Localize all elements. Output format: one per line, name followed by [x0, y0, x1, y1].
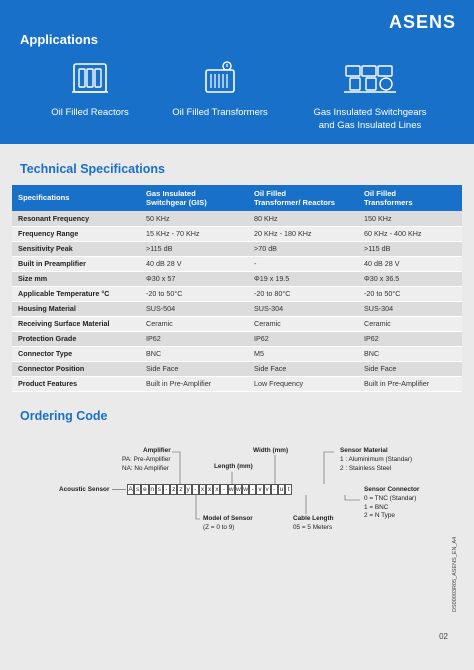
code-char-box: y — [186, 486, 190, 493]
length-label: Length (mm) — [214, 463, 253, 470]
specifications-table — [12, 185, 462, 392]
application-oil-filled-reactors — [40, 60, 140, 119]
spec-value-cell: 150 KHz — [358, 211, 462, 226]
spec-value-cell: 60 KHz - 400 KHz — [358, 226, 462, 241]
spec-value-cell: Side Face — [248, 361, 358, 376]
cable-length-label: Cable Length — [293, 515, 334, 522]
table-row — [12, 226, 462, 241]
code-char-box: x — [215, 486, 219, 493]
code-char-box: u — [279, 486, 284, 493]
table-row — [12, 211, 462, 226]
page-number: 02 — [439, 632, 448, 641]
spec-label-cell: Protection Grade — [12, 331, 140, 346]
code-char-box: - — [249, 484, 256, 495]
column-header: Oil Filled Transformer/ Reactors — [248, 185, 358, 211]
code-char-box: e — [143, 486, 147, 493]
spec-value-cell: -20 to 50°C — [358, 286, 462, 301]
code-char-box: - — [192, 484, 199, 495]
applications-banner — [0, 0, 474, 144]
brand-logo: ASENS — [388, 12, 456, 32]
spec-value-cell: 20 KHz - 180 KHz — [248, 226, 358, 241]
application-gas-insulated-switchgear — [305, 60, 435, 132]
code-char-box: w — [228, 486, 234, 493]
spec-value-cell: Φ30 x 36.5 — [358, 271, 462, 286]
spec-value-cell: -20 to 80°C — [248, 286, 358, 301]
model-of-sensor-range: (Z = 0 to 9) — [203, 524, 235, 531]
spec-value-cell: BNC — [140, 346, 248, 361]
spec-label-cell: Connector Type — [12, 346, 140, 361]
spec-value-cell: Φ19 x 19.5 — [248, 271, 358, 286]
code-char-box: n — [150, 486, 154, 493]
table-row — [12, 316, 462, 331]
spec-label-cell: Frequency Range — [12, 226, 140, 241]
document-code: DS00003R05_ASENS_EN_A4 — [452, 536, 458, 612]
table-header-row — [12, 185, 462, 211]
code-char-box: - — [271, 484, 278, 495]
code-char-box: z — [179, 486, 183, 493]
table-body — [12, 211, 462, 391]
code-char-box: x — [200, 486, 205, 493]
code-char-box: x — [208, 486, 212, 493]
table-row — [12, 241, 462, 256]
sensor-material-options: 1 : Aluminimum (Standar) 2 : Stainless Steel — [340, 456, 413, 472]
code-char-box: - — [220, 484, 227, 495]
reactor-icon — [70, 60, 110, 96]
technical-specifications-title: Technical Specifications — [20, 162, 165, 176]
spec-value-cell: 80 KHz — [248, 211, 358, 226]
code-char-box: w — [243, 486, 248, 493]
code-char-box: - — [163, 484, 170, 495]
code-char-box: t — [285, 484, 292, 495]
spec-label-cell: Resonant Frequency — [12, 211, 140, 226]
sensor-connector-options: 0 = TNC (Standar) 1 = BNC 2 = N Type — [364, 495, 417, 519]
spec-value-cell: 50 KHz — [140, 211, 248, 226]
column-header: Specifications — [12, 185, 140, 211]
table-row — [12, 346, 462, 361]
spec-value-cell: SUS-304 — [248, 301, 358, 316]
spec-value-cell: >115 dB — [140, 241, 248, 256]
cable-length-value: 05 = 5 Meters — [293, 524, 333, 531]
application-oil-filled-transformers — [165, 60, 275, 119]
sensor-connector-label: Sensor Connector — [364, 486, 420, 493]
table-row — [12, 376, 462, 391]
column-header: Oil Filled Transformers — [358, 185, 462, 211]
spec-value-cell: IP62 — [140, 331, 248, 346]
ordering-code-boxes — [127, 484, 292, 495]
table-row — [12, 331, 462, 346]
spec-label-cell: Sensitivity Peak — [12, 241, 140, 256]
width-label: Width (mm) — [253, 447, 289, 454]
spec-value-cell: -20 to 50°C — [140, 286, 248, 301]
spec-label-cell: Housing Material — [12, 301, 140, 316]
spec-label-cell: Product Features — [12, 376, 140, 391]
application-label: Gas Insulated Switchgears and Gas Insulated Lines — [313, 107, 427, 131]
spec-value-cell: Side Face — [140, 361, 248, 376]
amplifier-label: Amplifier — [143, 447, 171, 454]
spec-value-cell: >115 dB — [358, 241, 462, 256]
ordering-code-title: Ordering Code — [20, 409, 108, 423]
spec-value-cell: SUS-504 — [140, 301, 248, 316]
spec-value-cell: >70 dB — [248, 241, 358, 256]
spec-label-cell: Connector Position — [12, 361, 140, 376]
spec-value-cell: SUS-304 — [358, 301, 462, 316]
switchgear-icon — [342, 60, 398, 96]
spec-value-cell: Built in Pre-Amplifier — [358, 376, 462, 391]
column-header: Gas Insulated Switchgear (GIS) — [140, 185, 248, 211]
spec-value-cell: Built in Pre-Amplifier — [140, 376, 248, 391]
spec-value-cell: M5 — [248, 346, 358, 361]
spec-value-cell: - — [248, 256, 358, 271]
spec-value-cell: 40 dB 28 V — [140, 256, 248, 271]
application-label: Oil Filled Transformers — [172, 107, 268, 118]
spec-label-cell: Built in Preamplifier — [12, 256, 140, 271]
code-char-box: A — [128, 486, 133, 493]
transformer-icon — [200, 60, 240, 96]
amplifier-options: PA: Pre-Amplifier NA: No Amplifier — [122, 456, 171, 472]
table-row — [12, 301, 462, 316]
code-char-box: w — [236, 486, 241, 493]
spec-value-cell: BNC — [358, 346, 462, 361]
code-char-box: v — [258, 486, 262, 493]
model-of-sensor-label: Model of Sensor — [203, 515, 253, 522]
sensor-material-label: Sensor Material — [340, 447, 388, 454]
spec-value-cell: 40 dB 28 V — [358, 256, 462, 271]
code-char-box: s — [157, 486, 161, 493]
spec-value-cell: Ceramic — [248, 316, 358, 331]
applications-title: Applications — [20, 32, 99, 47]
spec-value-cell: IP62 — [358, 331, 462, 346]
spec-value-cell: Side Face — [358, 361, 462, 376]
table-row — [12, 256, 462, 271]
table-row — [12, 361, 462, 376]
table-row — [12, 286, 462, 301]
spec-value-cell: Low Frequency — [248, 376, 358, 391]
spec-label-cell: Applicable Temperature °C — [12, 286, 140, 301]
spec-value-cell: Ceramic — [140, 316, 248, 331]
table-row — [12, 271, 462, 286]
spec-label-cell: Receiving Surface Material — [12, 316, 140, 331]
spec-value-cell: Ceramic — [358, 316, 462, 331]
application-label: Oil Filled Reactors — [51, 107, 129, 118]
spec-value-cell: Φ30 x 57 — [140, 271, 248, 286]
spec-label-cell: Size mm — [12, 271, 140, 286]
code-char-box: z — [172, 486, 176, 493]
acoustic-sensor-label: Acoustic Sensor — [59, 486, 110, 493]
code-char-box: s — [136, 486, 140, 493]
code-char-box: v — [265, 486, 269, 493]
spec-value-cell: IP62 — [248, 331, 358, 346]
spec-value-cell: 15 KHz - 70 KHz — [140, 226, 248, 241]
